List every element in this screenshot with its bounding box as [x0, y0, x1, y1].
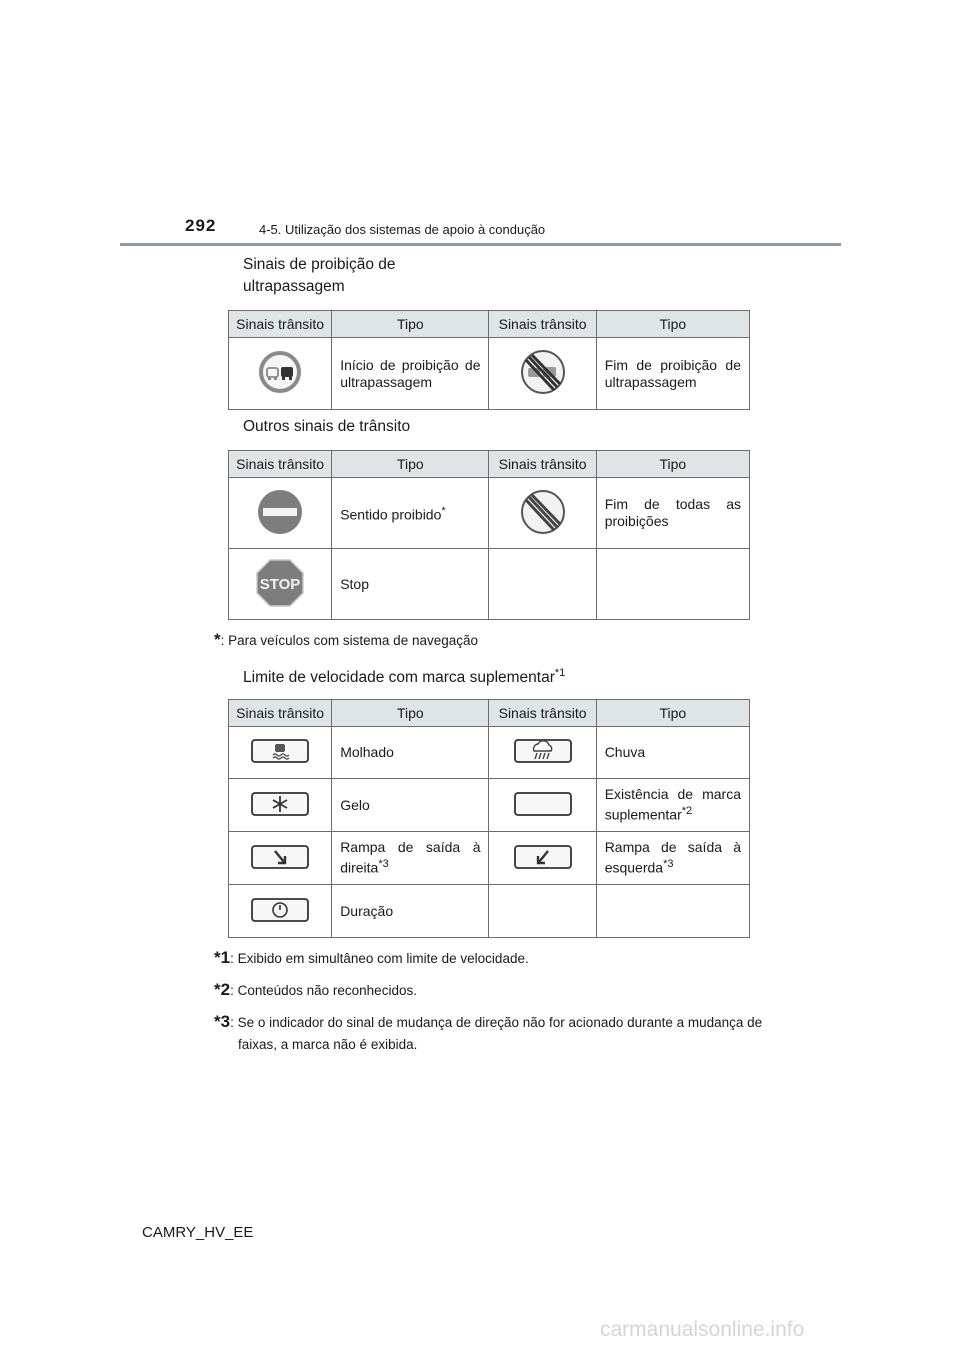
col-header: Tipo — [332, 700, 489, 727]
col-header: Sinais trânsito — [489, 700, 596, 727]
col-header: Tipo — [332, 451, 489, 478]
section-other-signs-title: Outros sinais de trânsito — [243, 418, 411, 435]
wet-road-plate-icon — [229, 727, 332, 779]
sign-type-label: Existência de marca suplementar$^{*2}$ — [596, 779, 749, 832]
sign-type-label: Chuva — [596, 727, 749, 779]
sign-type-label: Rampa de saída à direita$^{*3}$ — [332, 832, 489, 885]
empty-cell — [596, 549, 749, 620]
no-overtaking-table — [228, 310, 750, 410]
duration-plate-icon — [229, 885, 332, 938]
end-no-overtaking-sign-icon — [489, 338, 596, 410]
header-rule — [120, 243, 841, 246]
sign-type-label: Sentido proibido* — [332, 478, 489, 549]
svg-text:STOP: STOP — [259, 575, 301, 593]
rain-plate-icon — [489, 727, 596, 779]
footer-model: CAMRY_HV_EE — [142, 1224, 254, 1241]
page-number: 292 — [185, 216, 217, 235]
col-header: Sinais trânsito — [489, 311, 596, 338]
table-row — [229, 885, 750, 938]
chapter-title: 4-5. Utilização dos sistemas de apoio à condução — [259, 222, 546, 237]
footnote: *1: Exibido em simultâneo com limite de velocidade. — [214, 948, 529, 967]
other-signs-table — [228, 450, 750, 620]
sign-type-label: Molhado — [332, 727, 489, 779]
exit-right-plate-icon — [229, 832, 332, 885]
col-header: Sinais trânsito — [229, 700, 332, 727]
table-header-row — [229, 311, 750, 338]
sign-type-label: Duração — [332, 885, 489, 938]
no-entry-sign-icon — [229, 478, 332, 549]
table-row — [229, 832, 750, 885]
table-header-row — [229, 700, 750, 727]
supplementary-plates-table — [228, 699, 750, 938]
table-row — [229, 338, 750, 410]
ice-plate-icon — [229, 779, 332, 832]
footnote: *3: Se o indicador do sinal de mudança de direção não for acionado durante a mudança de faixas, a marca não é exibida. — [214, 1012, 763, 1052]
sign-type-label: Gelo — [332, 779, 489, 832]
empty-cell — [596, 885, 749, 938]
no-overtaking-sign-icon — [229, 338, 332, 410]
section-speed-limit-title: Limite de velocidade com marca suplementar$^{*1}$ — [243, 667, 566, 687]
stop-sign-icon — [229, 549, 332, 620]
sign-type-label: Rampa de saída à esquerda$^{*3}$ — [596, 832, 749, 885]
table-row — [229, 478, 750, 549]
exit-left-plate-icon — [489, 832, 596, 885]
footnote: *2: Conteúdos não reconhecidos. — [214, 980, 417, 999]
table-row — [229, 549, 750, 620]
navigation-note: *: Para veículos com sistema de navegação — [214, 630, 479, 649]
col-header: Sinais trânsito — [489, 451, 596, 478]
col-header: Tipo — [596, 451, 749, 478]
end-all-restrictions-sign-icon — [489, 478, 596, 549]
col-header: Sinais trânsito — [229, 451, 332, 478]
col-header: Tipo — [596, 700, 749, 727]
watermark: carmanualsonline.info — [600, 1318, 805, 1341]
sign-type-label: Início de proibição de ultrapassagem — [332, 338, 489, 410]
table-row — [229, 779, 750, 832]
empty-cell — [489, 549, 596, 620]
sign-type-label: Fim de proibição de ultrapassagem — [596, 338, 749, 410]
col-header: Sinais trânsito — [229, 311, 332, 338]
table-header-row — [229, 451, 750, 478]
col-header: Tipo — [332, 311, 489, 338]
blank-plate-icon — [489, 779, 596, 832]
table-row — [229, 727, 750, 779]
sign-type-label: Fim de todas as proibições — [596, 478, 749, 549]
section-no-overtaking-title: Sinais de proibição de ultrapassagem — [243, 256, 396, 295]
col-header: Tipo — [596, 311, 749, 338]
sign-type-label: Stop — [332, 549, 489, 620]
empty-cell — [489, 885, 596, 938]
